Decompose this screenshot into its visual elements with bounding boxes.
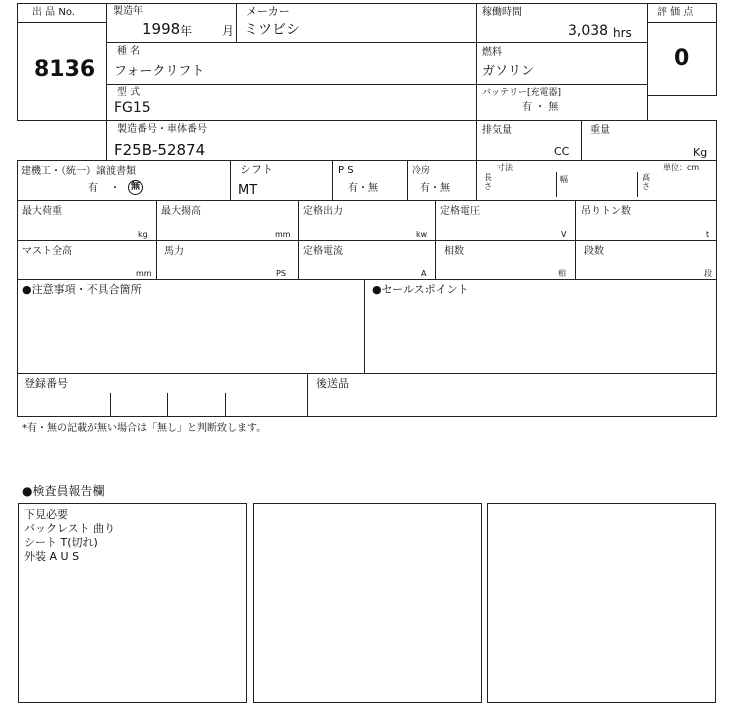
sales-label: ●セールスポイント xyxy=(372,283,469,296)
ps-value: 有・無 xyxy=(348,183,378,194)
rated-voltage-unit: V xyxy=(561,230,567,239)
weight-label: 重量 xyxy=(590,125,610,136)
year-unit: 年 xyxy=(180,24,193,38)
serial-value: F25B-52874 xyxy=(114,141,206,159)
crane-label: 吊りトン数 xyxy=(581,206,631,217)
rated-current-unit: A xyxy=(421,269,427,278)
rated-output-label: 定格出力 xyxy=(303,206,343,217)
hours-unit: hrs xyxy=(613,26,632,40)
displacement-unit: CC xyxy=(554,145,570,158)
maker-label: メーカー xyxy=(246,5,290,18)
main-info-box xyxy=(106,3,648,121)
month-unit: 月 xyxy=(222,24,235,38)
dim-label: 寸法 xyxy=(497,163,513,172)
displacement-label: 排気量 xyxy=(482,125,512,136)
phase-label: 相数 xyxy=(444,246,464,257)
max-lift-label: 最大揚高 xyxy=(161,206,201,217)
score-label: 評 価 点 xyxy=(657,7,694,18)
fuel-label: 燃料 xyxy=(482,47,502,58)
kenki-label: 建機工・（統一）譲渡書類 xyxy=(21,166,136,177)
mast-unit: mm xyxy=(136,269,152,278)
inspection-line-2: バックレスト 曲り xyxy=(24,522,116,535)
lot-number: 8136 xyxy=(34,57,96,82)
type-value: フォークリフト xyxy=(114,64,205,79)
max-load-label: 最大荷重 xyxy=(22,206,62,217)
maker-value: ミツビシ xyxy=(244,22,300,38)
registration-box xyxy=(17,373,717,417)
score-value: 0 xyxy=(674,46,690,71)
cooling-label: 冷房 xyxy=(412,166,431,176)
max-load-unit: kg xyxy=(138,230,148,239)
caution-label: ●注意事項・不具合箇所 xyxy=(22,283,142,296)
model-value: FG15 xyxy=(114,100,151,116)
shift-value: MT xyxy=(238,183,258,198)
hours-label: 稼働時間 xyxy=(482,7,522,18)
ps-label: P S xyxy=(338,165,354,176)
inspection-title: ●検査員報告欄 xyxy=(22,484,105,498)
hours-value: 3,038 xyxy=(568,23,609,39)
crane-unit: t xyxy=(706,230,710,239)
stages-unit: 段 xyxy=(704,269,712,278)
mast-label: マスト全高 xyxy=(22,246,72,257)
dim-height: 高さ xyxy=(642,173,650,191)
inspection-panel-2 xyxy=(253,503,482,703)
shift-label: シフト xyxy=(240,163,273,176)
model-label: 型 式 xyxy=(117,87,141,98)
serial-label: 製造番号・車体番号 xyxy=(117,124,207,135)
rated-voltage-label: 定格電圧 xyxy=(440,206,480,217)
kenki-dot: ・ xyxy=(110,183,120,194)
cooling-value: 有・無 xyxy=(420,183,450,194)
phase-unit: 相 xyxy=(558,269,566,278)
horsepower-label: 馬力 xyxy=(164,246,184,257)
registration-label: 登録番号 xyxy=(24,377,68,390)
inspection-panel-3 xyxy=(487,503,716,703)
kenki-no-circled xyxy=(128,180,143,195)
stages-label: 段数 xyxy=(584,246,604,257)
year-label: 製造年 xyxy=(113,6,143,17)
weight-unit: Kg xyxy=(693,146,708,159)
kenki-no: 無 xyxy=(128,180,143,195)
horsepower-unit: PS xyxy=(276,269,286,278)
shipping-label: 後送品 xyxy=(316,377,349,390)
dim-unit: 単位：cm xyxy=(663,163,700,172)
max-lift-unit: mm xyxy=(275,230,291,239)
kenki-yes: 有 xyxy=(88,183,98,194)
rated-current-label: 定格電流 xyxy=(303,246,343,257)
year-value: 1998 xyxy=(142,20,181,38)
lot-label: 出 品 No. xyxy=(32,7,75,18)
fuel-value: ガソリン xyxy=(482,64,535,79)
battery-value: 有 ・ 無 xyxy=(522,102,559,113)
inspection-line-1: 下見必要 xyxy=(24,508,68,521)
dim-width: 幅 xyxy=(560,175,568,184)
dim-length: 長さ xyxy=(484,173,492,191)
battery-label: バッテリー[充電器] xyxy=(482,88,562,98)
footnote: *有・無の記載が無い場合は「無し」と判断致します。 xyxy=(22,423,267,434)
inspection-line-3: シート T(切れ) xyxy=(24,536,98,549)
inspection-line-4: 外装 A U S xyxy=(24,550,80,563)
type-label: 種 名 xyxy=(117,46,141,57)
rated-output-unit: kw xyxy=(416,230,428,239)
